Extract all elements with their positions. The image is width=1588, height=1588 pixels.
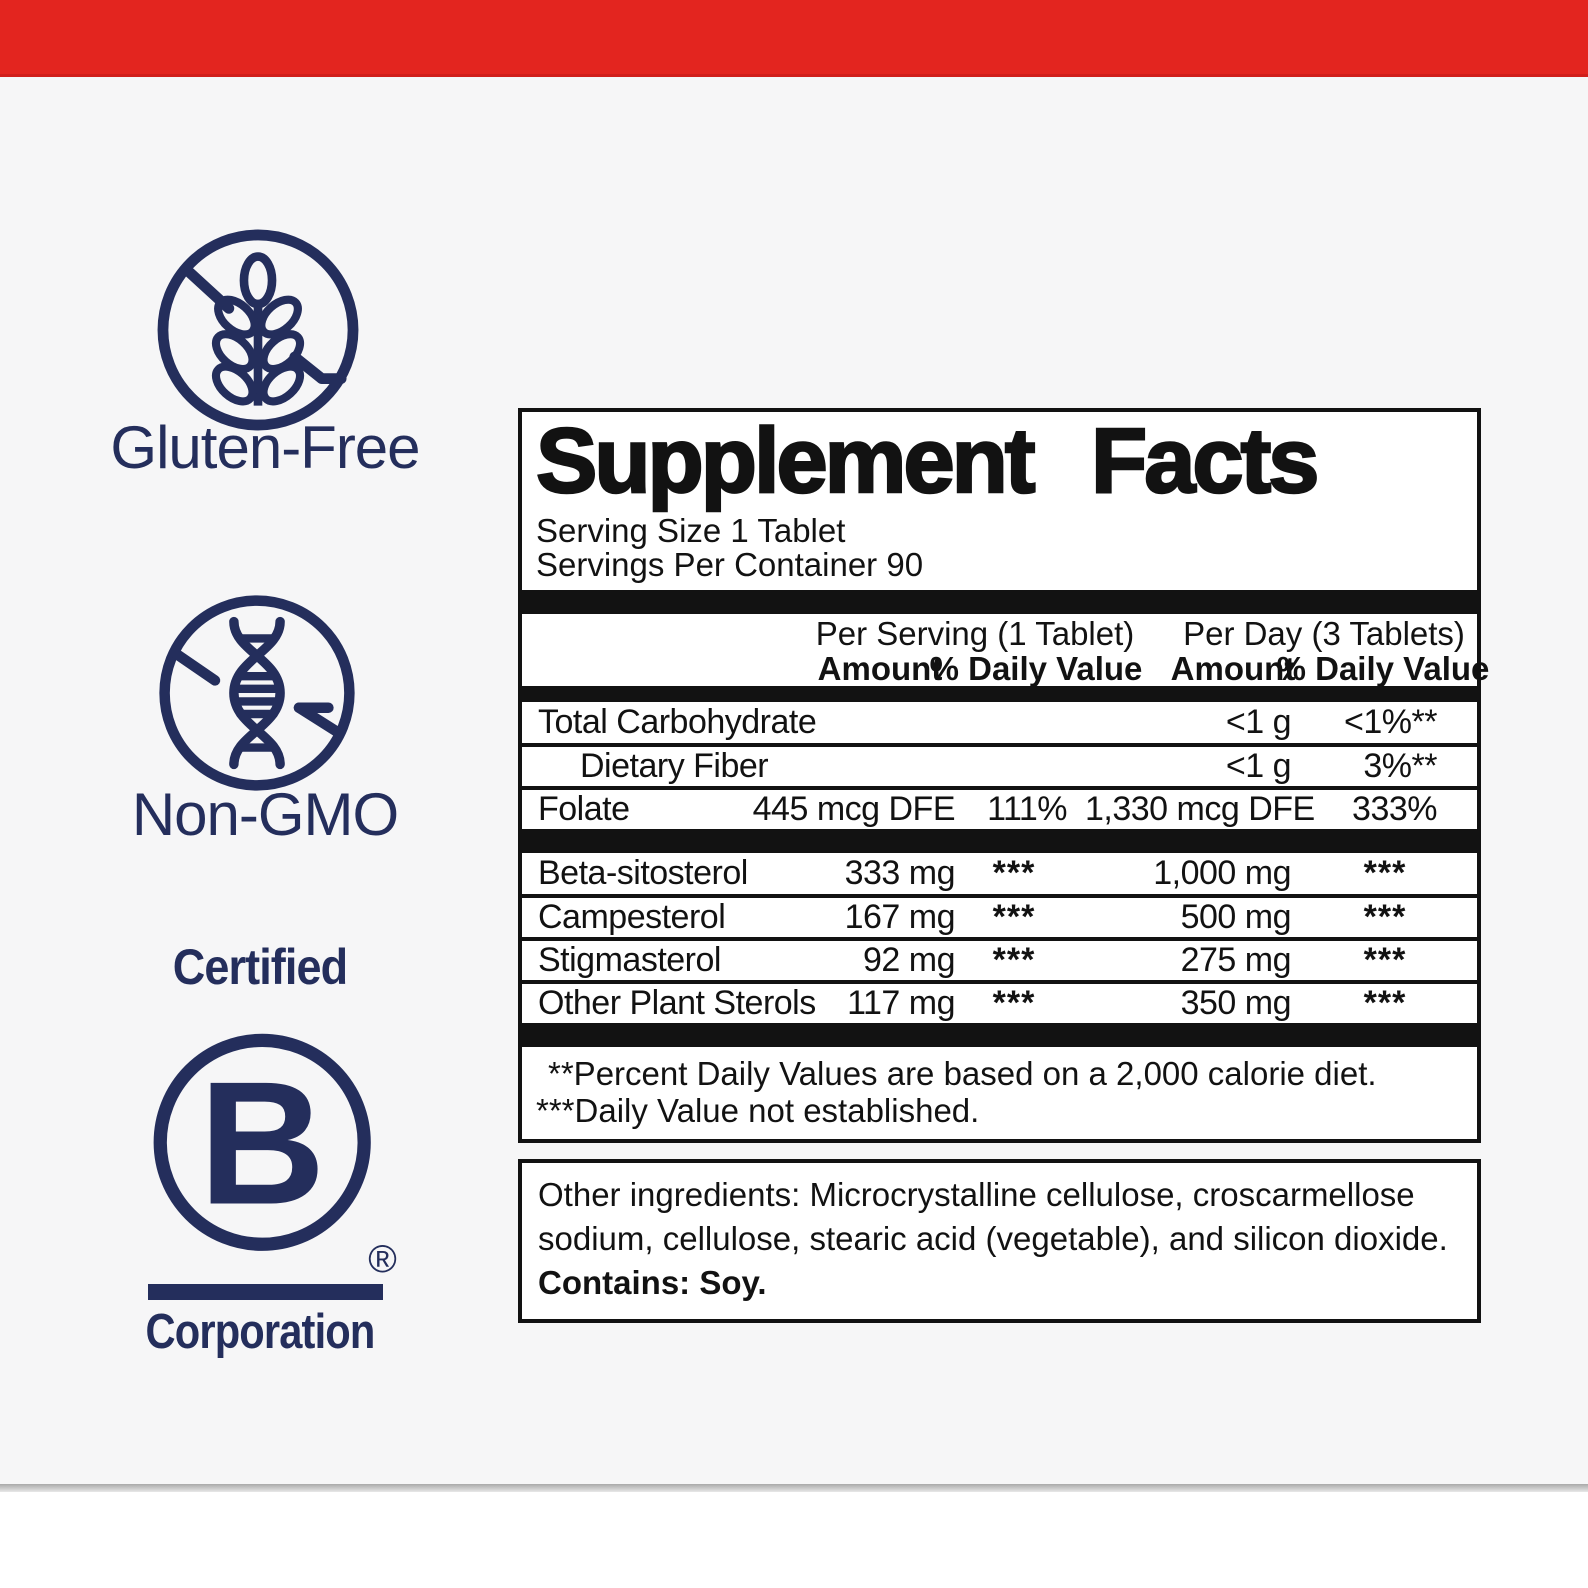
per-serving-daily-value: *** (992, 898, 1036, 936)
nutrient-row (522, 786, 1477, 829)
divider-bar (522, 829, 1477, 853)
amount-header: Amount (817, 650, 943, 687)
nutrient-name: Beta-sitosterol (538, 854, 748, 892)
per-serving-daily-value: 111% (987, 790, 1067, 828)
per-serving-amount: 92 mg (863, 941, 955, 979)
top-red-band (0, 0, 1588, 77)
per-day-daily-value: 333% (1352, 790, 1437, 828)
bcorp-corporation-label: Corporation (145, 1305, 375, 1359)
per-day-amount: 275 mg (1180, 941, 1291, 979)
nutrient-row (522, 980, 1477, 1023)
per-day-daily-value: <1%** (1344, 703, 1437, 741)
per-serving-daily-value: *** (992, 854, 1036, 892)
bcorp-certified-label: Certified (172, 939, 348, 995)
serving-size: Serving Size 1 Tablet (536, 512, 846, 549)
nutrient-name: Total Carbohydrate (538, 703, 817, 741)
other-ingredients-box (518, 1159, 1481, 1323)
per-day-daily-value: *** (1363, 941, 1407, 979)
footnote-not-established: ***Daily Value not established. (536, 1092, 980, 1129)
daily-value-header: % Daily Value (929, 650, 1143, 687)
per-serving-daily-value: *** (992, 984, 1036, 1022)
nutrient-row (522, 853, 1477, 894)
per-day-daily-value: 3%** (1363, 747, 1437, 785)
per-serving-amount: 167 mg (844, 898, 955, 936)
divider-bar (522, 686, 1477, 702)
registered-trademark-symbol: ® (368, 1237, 397, 1281)
card-bottom-edge (0, 1484, 1588, 1492)
per-day-amount: <1 g (1225, 703, 1291, 741)
servings-per-container: Servings Per Container 90 (536, 546, 924, 583)
serving-info (536, 514, 1463, 582)
other-ingredients-text: Other ingredients: Microcrystalline cellulose, croscarmellose sodium, cellulose, stearic acid (vegetable), and silicon dioxide. (538, 1176, 1448, 1257)
non-gmo-icon (152, 588, 362, 798)
footnotes (522, 1047, 1477, 1139)
footnote-daily-values: **Percent Daily Values are based on a 2,000 calorie diet. (548, 1055, 1377, 1092)
per-day-group-header: Per Day (3 Tablets) (1183, 615, 1465, 652)
per-serving-amount: 445 mcg DFE (752, 790, 955, 828)
nutrient-row (522, 894, 1477, 937)
nutrient-name: Dietary Fiber (580, 747, 769, 785)
nutrients-section (522, 702, 1477, 829)
per-day-daily-value: *** (1363, 984, 1407, 1022)
per-serving-group-header: Per Serving (1 Tablet) (815, 615, 1135, 652)
supplement-facts-panel (518, 408, 1490, 1143)
nutrient-name: Folate (538, 790, 630, 828)
bcorp-underline-bar (148, 1284, 383, 1300)
per-day-amount: 350 mg (1180, 984, 1291, 1022)
facts-column (518, 408, 1490, 1323)
supplement-facts-title: Supplement Facts (536, 410, 1317, 512)
per-serving-daily-value: *** (992, 941, 1036, 979)
nutrient-row (522, 702, 1477, 743)
nutrient-name: Stigmasterol (538, 941, 721, 979)
b-corporation-icon (150, 1022, 405, 1282)
per-serving-amount: 333 mg (844, 854, 955, 892)
gluten-free-icon (150, 222, 366, 438)
nutrient-name: Campesterol (538, 898, 726, 936)
nutrient-row (522, 743, 1477, 786)
per-serving-amount: 117 mg (847, 984, 955, 1022)
per-day-amount: 500 mg (1180, 898, 1291, 936)
per-day-amount: <1 g (1225, 747, 1291, 785)
bcorp-b-letter: B (198, 1045, 326, 1242)
per-day-amount: 1,330 mcg DFE (1085, 790, 1315, 828)
gluten-free-label: Gluten-Free (110, 414, 420, 481)
divider-bar (522, 590, 1477, 614)
per-day-amount: 1,000 mg (1153, 854, 1291, 892)
divider-bar (522, 1023, 1477, 1047)
per-day-daily-value: *** (1363, 854, 1407, 892)
non-gmo-label: Non-GMO (131, 781, 399, 848)
contains-allergen-text: Contains: Soy. (538, 1264, 767, 1301)
daily-value-header: % Daily Value (1276, 650, 1490, 687)
per-day-daily-value: *** (1363, 898, 1407, 936)
plant-sterols-section (522, 853, 1477, 1023)
nutrient-name: Other Plant Sterols (538, 984, 816, 1022)
amount-header: Amount (1170, 650, 1296, 687)
nutrient-row (522, 937, 1477, 980)
table-column-headers (522, 614, 1490, 687)
